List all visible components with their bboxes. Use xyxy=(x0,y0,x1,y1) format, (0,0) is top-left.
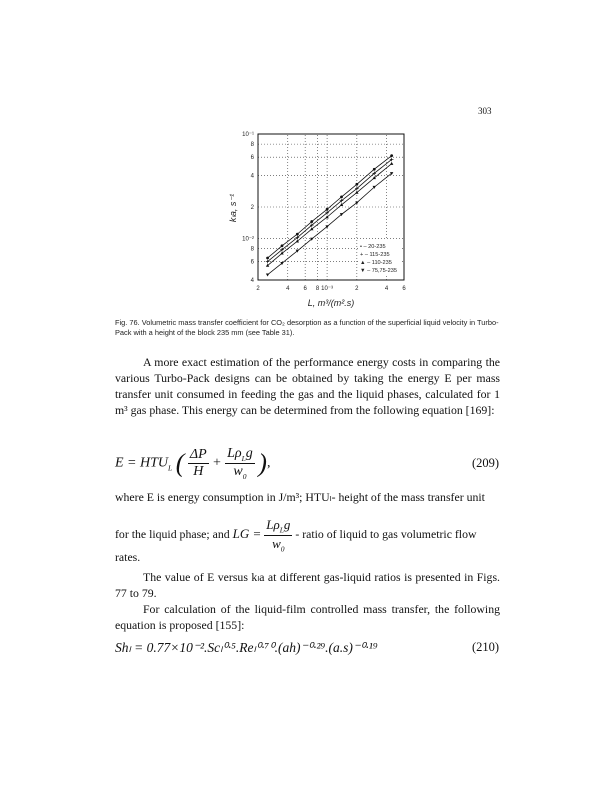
x-axis-label: L, m³/(m².s) xyxy=(307,298,355,308)
lg-lhs: LG = xyxy=(232,525,262,541)
x-tick-label: 2 xyxy=(256,286,260,292)
y-tick-label: 10⁻² xyxy=(242,236,254,243)
eq209-term1 xyxy=(188,447,209,480)
where-definition: where E is energy consumption in J/m³; HTUₗ- height of the mass transfer unit xyxy=(115,490,485,504)
y-tick-label: 8 xyxy=(250,142,254,149)
eq209-lhs-sub: L xyxy=(168,463,173,473)
lg-den: w xyxy=(272,535,281,551)
data-point xyxy=(281,244,284,247)
y-axis-label: kₗa, s⁻¹ xyxy=(228,193,238,223)
lg-num: Lρ xyxy=(266,517,280,532)
data-point xyxy=(340,195,343,198)
x-tick-label: 6 xyxy=(402,286,406,292)
figure-caption: Fig. 76. Volumetric mass transfer coefficient for CO₂ desorption as a function of the superficial liquid velocity in Turbo-Pack with a height of the block 235 mm (see Table 31). xyxy=(115,318,499,337)
eq209-lhs: E = HTU xyxy=(115,455,169,471)
eq209-term2-num-g: g xyxy=(245,446,253,461)
legend xyxy=(358,240,402,276)
data-point xyxy=(266,257,269,260)
eq209-plus: + xyxy=(212,455,222,471)
paragraph-energy-estimation: A more exact estimation of the performance energy costs in comparing the various Turbo-Pack designs can be obtained by taking the energy E per mass transfer unit consumed in feeding the gas and the liquid phases, calculated for 1 m³ gas phase. This energy can be determined from the following equation [169]: xyxy=(115,355,500,417)
eq209-term1-num: ΔP xyxy=(189,446,207,462)
page-number: 303 xyxy=(478,106,492,116)
y-tick-label: 6 xyxy=(250,155,254,162)
equation-209-number: (209) xyxy=(472,456,500,470)
y-tick-label: 10⁻¹ xyxy=(242,132,254,138)
legend-item-3: ▲ – 110-235 xyxy=(360,260,392,266)
rates-text: rates. xyxy=(115,550,141,564)
eq209-term2-den: w xyxy=(233,463,243,479)
eq209-term1-den: H xyxy=(193,463,204,479)
lg-definition xyxy=(115,517,477,553)
data-point xyxy=(355,183,358,186)
legend-item-1: • – 20-235 xyxy=(360,244,386,250)
data-point xyxy=(390,154,393,157)
legend-item-2: + – 115-235 xyxy=(360,252,390,258)
data-point xyxy=(296,233,299,236)
eq209-term2 xyxy=(225,446,255,481)
kla-vs-liquid-velocity-chart xyxy=(218,128,418,312)
equation-210: Shₗ = 0.77×10⁻².Scₗ⁰·⁵.Reₗ⁰·⁷⁰.(ah)⁻⁰·²⁹.(a.s)⁻⁰·¹⁹ xyxy=(115,640,378,655)
lg-prefix: for the liquid phase; and xyxy=(115,526,230,541)
paragraph-liquid-film: For calculation of the liquid-film controlled mass transfer, the following equation is proposed [155]: xyxy=(115,602,500,632)
data-point xyxy=(310,220,313,223)
x-tick-label: 2 xyxy=(355,286,359,292)
y-tick-label: 8 xyxy=(250,246,254,253)
data-point xyxy=(326,208,329,211)
equation-210-number: (210) xyxy=(472,640,500,654)
y-tick-label: 2 xyxy=(250,205,254,211)
y-tick-label: 4 xyxy=(250,278,254,284)
data-point xyxy=(266,273,269,276)
x-tick-label: 6 xyxy=(303,286,307,292)
x-tick-label: 4 xyxy=(286,286,290,292)
data-point xyxy=(390,162,393,165)
legend-item-4: ▼ – 75,75-235 xyxy=(360,268,397,274)
x-tick-label: 4 xyxy=(384,286,389,292)
lg-suffix: - ratio of liquid to gas volumetric flow xyxy=(295,526,477,541)
lg-num-sub: L xyxy=(279,525,284,535)
equation-209: $E = HTU_L$ ( $\frac{\Delta P}{H}$ + $\frac{L\rho_Lg}{w_0}$ ), xyxy=(115,446,271,481)
y-tick-label: 4 xyxy=(250,173,254,180)
data-point xyxy=(373,168,376,171)
y-tick-label: 6 xyxy=(250,259,254,266)
lg-fraction xyxy=(264,517,292,553)
lg-num-g: g xyxy=(283,517,291,532)
paragraph-e-vs-kla: The value of E versus kₗa at different gas-liquid ratios is presented in Figs. 77 to 79. xyxy=(115,570,500,600)
eq209-term2-num-sub: L xyxy=(241,453,246,463)
x-tick-label: 8 xyxy=(315,286,320,292)
x-tick-label: 10⁻³ xyxy=(321,286,334,292)
eq209-term2-den-sub: 0 xyxy=(242,471,247,481)
lg-den-sub: 0 xyxy=(280,544,285,554)
eq209-term2-num: Lρ xyxy=(227,446,242,461)
